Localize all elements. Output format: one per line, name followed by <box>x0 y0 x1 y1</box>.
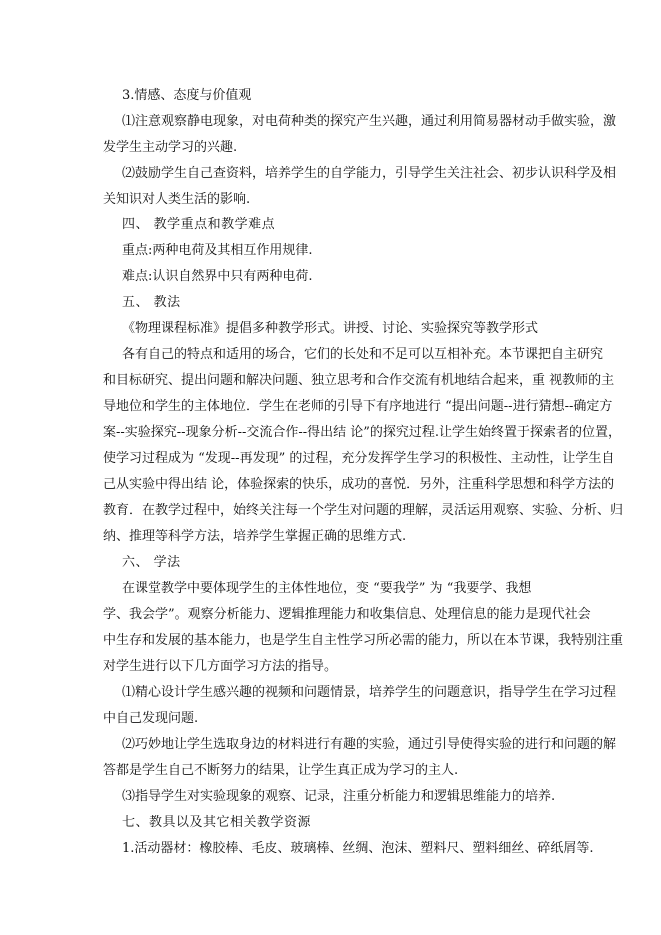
paragraph-line: 1.活动器材：橡胶棒、毛皮、玻璃棒、丝绸、泡沫、塑料尺、塑料细丝、碎纸屑等. <box>122 841 594 856</box>
paragraph-line: 答都是学生自己不断努力的结果，让学生真正成为学习的主人. <box>103 763 459 778</box>
paragraph-line: 和目标研究、提出问题和解决问题、独立思考和合作交流有机地结合起来，重 视教师的主 <box>103 373 615 388</box>
paragraph-line: 导地位和学生的主体地位．学生在老师的引导下有序地进行 “提出问题--进行猜想--确定方 <box>103 399 613 414</box>
paragraph-line: 学、我会学”。观察分析能力、逻辑推理能力和收集信息、处理信息的能力是现代社会 <box>103 607 591 622</box>
paragraph-line: 难点:认识自然界中只有两种电荷. <box>122 269 313 284</box>
paragraph-line: 中自己发现问题. <box>103 711 199 726</box>
paragraph-line: 教育．在教学过程中，始终关注每一个学生对问题的理解，灵活运用观察、实验、分析、归 <box>103 503 624 518</box>
paragraph-line: ⑴注意观察静电现象，对电荷种类的探究产生兴趣，通过利用简易器材动手做实验，激 <box>122 114 617 129</box>
section-heading-key-points: 四、 教学重点和教学难点 <box>122 217 276 232</box>
paragraph-line: ⑶指导学生对实验现象的观察、记录，注重分析能力和逻辑思维能力的培养. <box>122 789 556 804</box>
paragraph-line: ⑵巧妙地让学生选取身边的材料进行有趣的实验，通过引导使得实验的进行和问题的解 <box>122 737 617 752</box>
section-heading-teaching-aids: 七、教具以及其它相关教学资源 <box>122 815 312 830</box>
paragraph-line: 对学生进行以下几方面学习方法的指导。 <box>103 659 338 674</box>
paragraph-line: ⑴精心设计学生感兴趣的视频和问题情景，培养学生的问题意识，指导学生在学习过程 <box>122 685 617 700</box>
paragraph-line: 《物理课程标准》提倡多种教学形式。讲授、讨论、实验探究等教学形式 <box>122 321 539 336</box>
paragraph-line: ⑵鼓励学生自己查资料，培养学生的自学能力，引导学生关注社会、初步认识科学及相 <box>122 166 617 181</box>
paragraph-line: 己从实验中得出结 论，体验探索的快乐，成功的喜悦．另外，注重科学思想和科学方法的 <box>103 477 615 492</box>
section-heading-attitude: 3.情感、态度与价值观 <box>122 88 252 103</box>
section-heading-teaching-method: 五、 教法 <box>122 295 181 310</box>
paragraph-line: 各有自己的特点和适用的场合，它们的长处和不足可以互相补充。本节课把自主研究 <box>122 347 604 362</box>
paragraph-line: 发学生主动学习的兴趣. <box>103 140 238 155</box>
paragraph-line: 案--实验探究--现象分析--交流合作--得出结 论”的探究过程.让学生始终置于探索者的位置， <box>103 425 622 440</box>
paragraph-line: 关知识对人类生活的影响. <box>103 192 251 207</box>
paragraph-line: 使学习过程成为 “发现--再发现” 的过程，充分发挥学生学习的积极性、主动性，让学生自 <box>103 451 615 466</box>
paragraph-line: 中生存和发展的基本能力，也是学生自主性学习所必需的能力，所以在本节课，我特别注重 <box>103 633 624 648</box>
paragraph-line: 在课堂教学中要体现学生的主体性地位，变 “要我学” 为 “我要学、我想 <box>122 581 532 596</box>
paragraph-line: 纳、推理等科学方法，培养学生掌握正确的思维方式. <box>103 529 407 544</box>
section-heading-learning-method: 六、 学法 <box>122 555 181 570</box>
paragraph-line: 重点:两种电荷及其相互作用规律. <box>122 243 313 258</box>
